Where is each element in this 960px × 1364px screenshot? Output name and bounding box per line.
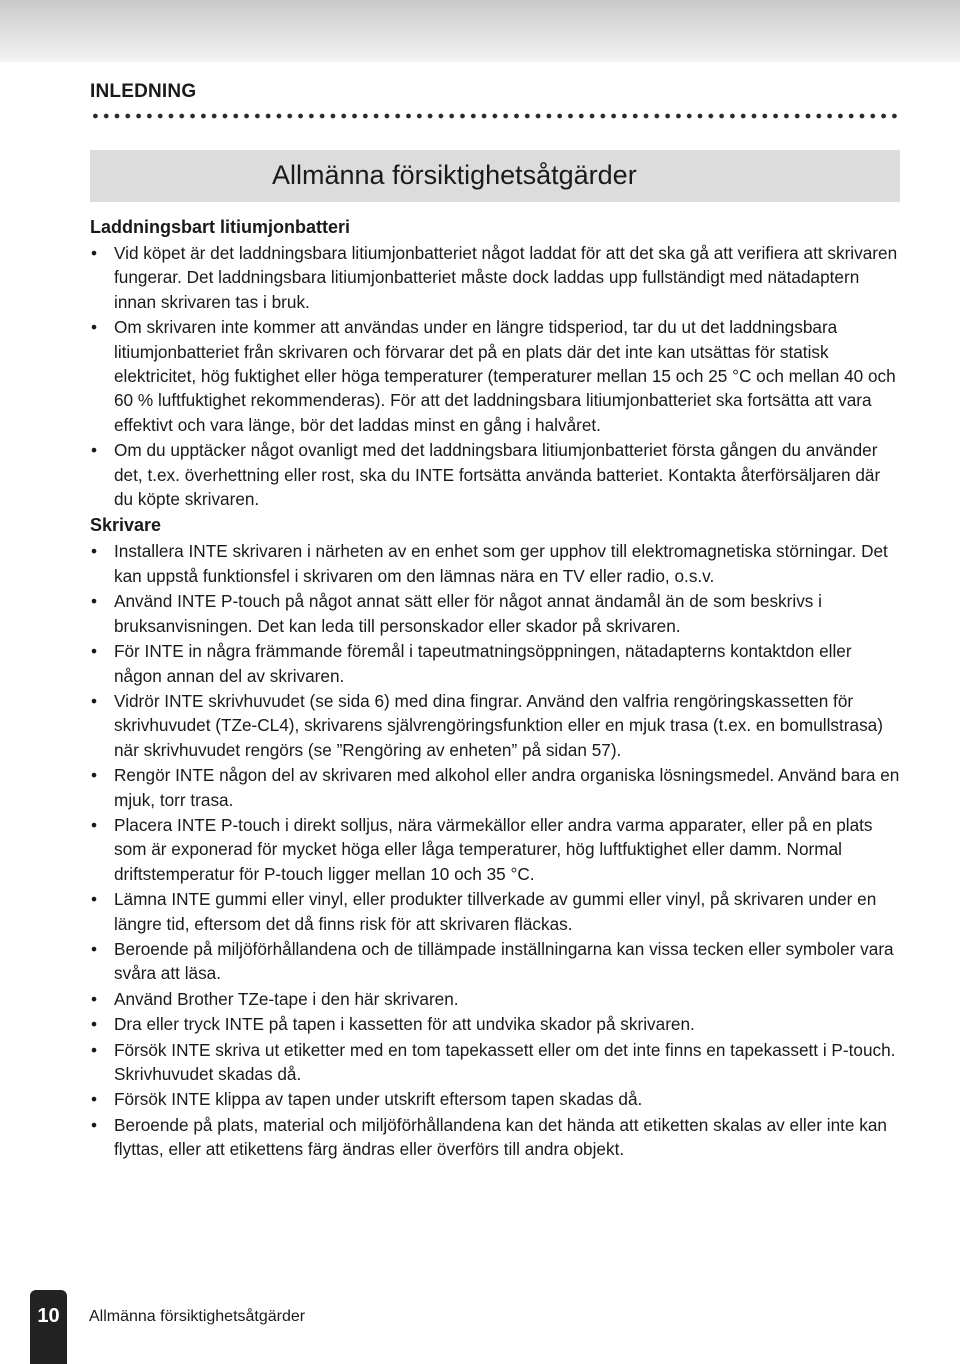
bullet-glyph: • <box>91 1089 98 1110</box>
bullet-glyph: • <box>91 1039 98 1060</box>
list-item <box>90 689 902 762</box>
bullet-glyph: • <box>91 591 98 612</box>
dotted-divider <box>90 112 900 120</box>
list-item-text: Installera INTE skrivaren i närheten av en enhet som ger upphov till elektromagnetiska störningar. Det kan uppstå funktionsfel i skrivaren om den lämnas nära en TV eller radio, o.s.v. <box>114 541 888 586</box>
list-item-text: Om skrivaren inte kommer att användas under en längre tidsperiod, tar du ut det laddningsbara litiumjonbatteriet från skrivaren och förvarar det på en plats där det inte kan utsättas för statisk elektricitet, hög fuktighet eller höga temperaturer (temperaturer mellan 15 och 25 °C och mellan 40 och 60 % luftfuktighet rekommenderas). För att det laddningsbara litiumjonbatteriet ska fortsätta att vara effektivt och vara länge, bör det laddas minst en gång i halvåret. <box>114 317 896 435</box>
bullet-glyph: • <box>91 641 98 662</box>
list-item <box>90 1038 902 1087</box>
list-item-text: Rengör INTE någon del av skrivaren med alkohol eller andra organiska lösningsmedel. Använd bara en mjuk, torr trasa. <box>114 765 900 810</box>
bullet-glyph: • <box>91 1014 98 1035</box>
footer-title: Allmänna försiktighetsåtgärder <box>89 1308 306 1325</box>
list-item <box>90 1113 902 1162</box>
list-item <box>90 887 902 936</box>
bullet-glyph: • <box>91 690 98 711</box>
list-item <box>90 639 902 688</box>
list-item <box>90 1012 902 1036</box>
list-item-text: Dra eller tryck INTE på tapen i kassetten för att undvika skador på skrivaren. <box>114 1014 695 1035</box>
list-item-text: Beroende på plats, material och miljöförhållandena kan det hända att etiketten skalas av eller inte kan flyttas, eller att etikettens färg ändras eller överförs till andra objekt. <box>114 1114 887 1160</box>
bullet-glyph: • <box>91 541 98 562</box>
list-item <box>90 987 902 1011</box>
page-title: Allmänna försiktighetsåtgärder <box>272 160 637 190</box>
list-item <box>90 937 902 986</box>
list-item-text: Placera INTE P-touch i direkt solljus, nära värmekällor eller andra varma apparater, eller på en plats som är exponerad för mycket höga eller låga temperaturer, hög luftfuktighet eller damm. Normal driftstemperatur för P-touch ligger mellan 10 och 35 °C. <box>114 814 873 884</box>
subheading-battery: Laddningsbart litiumjonbatteri <box>90 217 350 237</box>
list-item-text: Använd Brother TZe-tape i den här skrivaren. <box>114 988 459 1009</box>
battery-precautions-list <box>90 241 902 511</box>
list-item <box>90 438 902 511</box>
bullet-glyph: • <box>91 938 98 959</box>
section-header: INLEDNING <box>90 81 197 102</box>
list-item <box>90 1087 902 1111</box>
list-item-text: Om du upptäcker något ovanligt med det laddningsbara litiumjonbatteriet första gången du använder det, t.ex. överhettning eller rost, ska du INTE fortsätta använda batteriet. Kontakta återförsäljaren där du köpte skrivaren. <box>114 440 881 510</box>
list-item-text: Lämna INTE gummi eller vinyl, eller produkter tillverkade av gummi eller vinyl, på skrivaren under en längre tid, eftersom det då finns risk för att skrivaren fläckas. <box>114 889 877 934</box>
list-item <box>90 763 902 812</box>
list-item-text: Försök INTE skriva ut etiketter med en tom tapekassett eller om det inte finns en tapekassett i P-touch. Skrivhuvudet skadas då. <box>114 1039 896 1084</box>
list-item <box>90 315 902 437</box>
list-item-text: Vid köpet är det laddningsbara litiumjonbatteriet något laddat för att det ska gå att verifiera att skrivaren fungerar. Det laddningsbara litiumjonbatteriet måste dock laddas upp fullständigt med nätadaptern innan skrivaren tas i bruk. <box>114 243 898 312</box>
top-gradient-band <box>0 0 960 62</box>
list-item-text: Beroende på miljöförhållandena och de tillämpade inställningarna kan vissa tecken eller symboler vara svåra att läsa. <box>114 938 894 984</box>
list-item <box>90 539 902 588</box>
content-body <box>90 210 902 1163</box>
bullet-glyph: • <box>91 243 98 263</box>
list-item <box>90 813 902 886</box>
printer-precautions-list <box>90 539 902 1161</box>
list-item <box>90 589 902 638</box>
page-number: 10 <box>37 1305 60 1327</box>
bullet-glyph: • <box>91 765 98 786</box>
list-item-text: För INTE in några främmande föremål i tapeutmatningsöppningen, nätadapterns kontaktdon eller någon annan del av skrivaren. <box>114 641 852 686</box>
bullet-glyph: • <box>91 889 98 910</box>
bullet-glyph: • <box>91 988 98 1009</box>
bullet-glyph: • <box>91 814 98 835</box>
list-item-text: Använd INTE P-touch på något annat sätt eller för något annat ändamål än de som beskrivs i bruksanvisningen. Det kan leda till personskador eller skador på skrivaren. <box>114 591 822 636</box>
list-item <box>90 241 902 314</box>
bullet-glyph: • <box>91 1114 98 1135</box>
bullet-glyph: • <box>91 440 98 461</box>
subheading-printer: Skrivare <box>90 515 162 536</box>
list-item-text: Vidrör INTE skrivhuvudet (se sida 6) med dina fingrar. Använd den valfria rengöringskassetten för skrivhuvudet (TZe-CL4), skrivarens självrengöringsfunktion eller en mjuk trasa (t.ex. en bomullstrasa) när skrivhuvudet rengörs (se ”Rengöring av enheten” på sidan 57). <box>114 690 883 760</box>
bullet-glyph: • <box>91 317 98 338</box>
list-item-text: Försök INTE klippa av tapen under utskrift eftersom tapen skadas då. <box>114 1089 643 1110</box>
